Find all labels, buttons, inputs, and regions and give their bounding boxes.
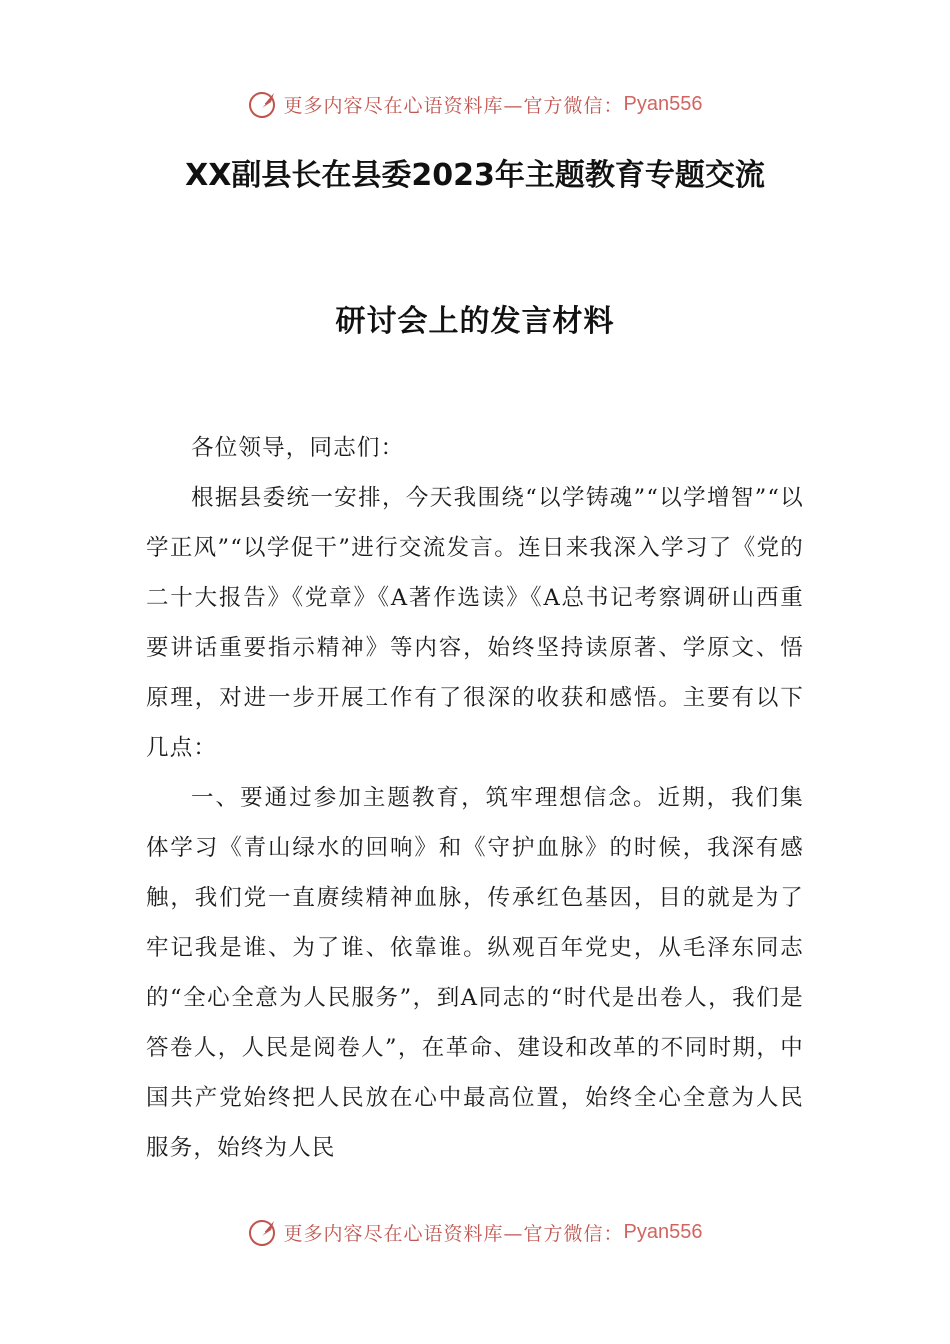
footer-watermark-banner	[0, 1212, 950, 1252]
document-title-line-1: XX副县长在县委2023年主题教育专题交流	[185, 158, 765, 193]
watermark-text: 更多内容尽在心语资料库—官方微信：	[283, 94, 624, 117]
quill-logo-icon	[248, 1216, 280, 1248]
body-paragraph: 一、要通过参加主题教育，筑牢理想信念。近期，我们集体学习《青山绿水的回响》和《守护血脉》的时候，我深有感触，我们党一直赓续精神血脉，传承红色基因，目的就是为了牢记我是谁、为了谁、依靠谁。纵观百年党史，从毛泽东同志的“全心全意为人民服务”，到A同志的“时代是出卷人，我们是答卷人，人民是阅卷人”，在革命、建设和改革的不同时期，中国共产党始终把人民放在心中最高位置，始终全心全意为人民服务，始终为人民	[146, 785, 804, 1161]
header-watermark-banner	[0, 84, 950, 124]
document-body	[146, 423, 804, 1173]
quill-logo-icon	[248, 88, 280, 120]
watermark-handle: Pyan556	[623, 1220, 703, 1243]
watermark-text: 更多内容尽在心语资料库—官方微信：	[283, 1222, 624, 1245]
document-title-line-2: 研讨会上的发言材料	[335, 304, 615, 339]
salutation-paragraph: 各位领导，同志们：	[191, 435, 405, 461]
watermark-handle: Pyan556	[623, 92, 703, 115]
body-paragraph: 根据县委统一安排，今天我围绕“以学铸魂”“以学增智”“以学正风”“以学促干”进行交流发言。连日来我深入学习了《党的二十大报告》《党章》《A著作选读》《A总书记考察调研山西重要讲话重要指示精神》等内容，始终坚持读原著、学原文、悟原理，对进一步开展工作有了很深的收获和感悟。主要有以下几点：	[146, 485, 804, 761]
